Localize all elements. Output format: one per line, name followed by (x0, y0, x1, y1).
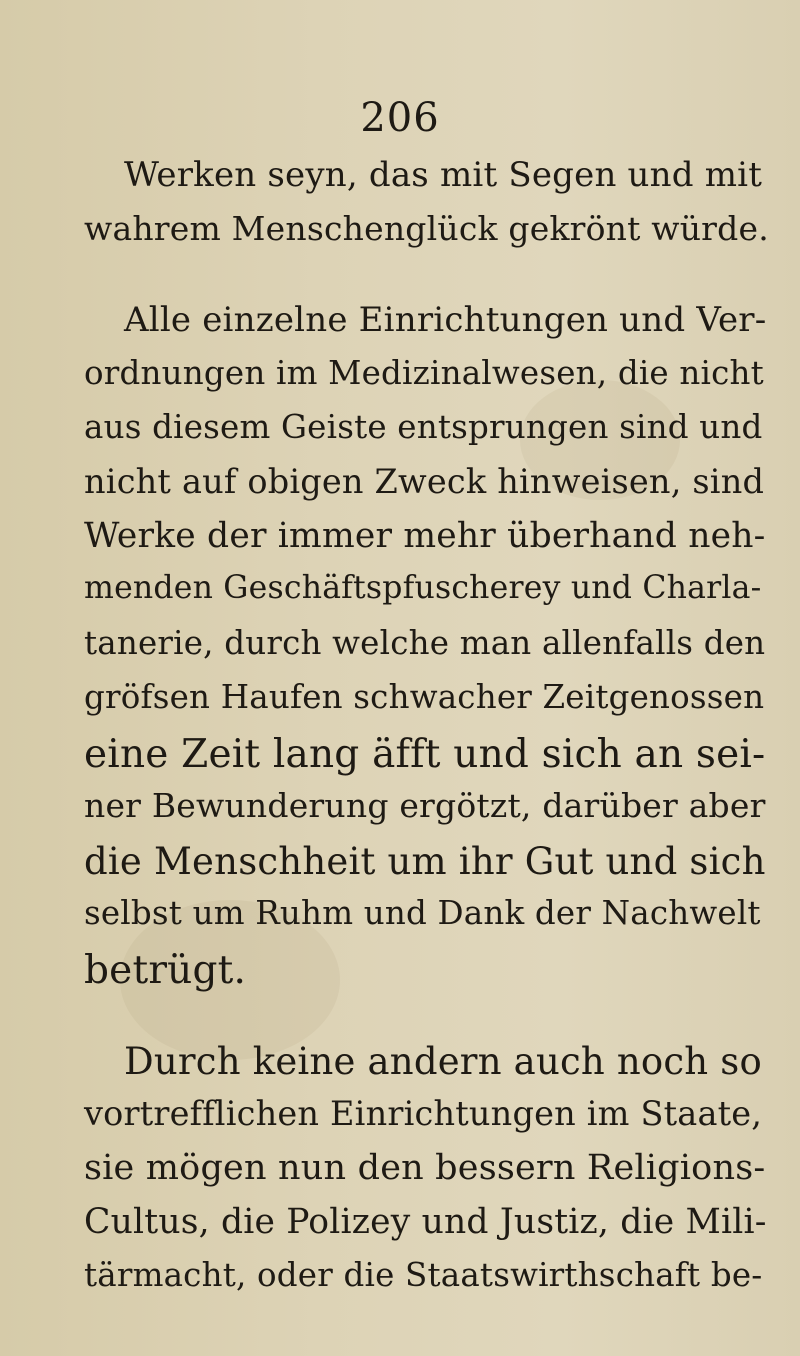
text-line: aus diesem Geiste entsprungen sind und (84, 408, 763, 446)
text-line: nicht auf obigen Zweck hinweisen, sind (84, 462, 765, 501)
text-line: wahrem Menschenglück gekrönt würde. (84, 209, 769, 248)
text-line: Werke der immer mehr überhand neh- (84, 516, 766, 556)
page-number: 206 (360, 95, 440, 141)
text-line: eine Zeit lang äfft und sich an sei- (84, 732, 766, 777)
text-line: gröfsen Haufen schwacher Zeitgenossen (84, 678, 765, 716)
text-line: tanerie, durch welche man allenfalls den (84, 624, 766, 662)
text-line: ordnungen im Medizinalwesen, die nicht (84, 354, 764, 392)
text-line: menden Geschäftspfuscherey und Charla- (84, 570, 762, 606)
text-line: Cultus, die Polizey und Justiz, die Mili- (84, 1202, 767, 1242)
text-line: Werken seyn, das mit Segen und mit (124, 155, 763, 195)
text-line: Durch keine andern auch noch so (124, 1040, 762, 1083)
text-line: betrügt. (84, 948, 247, 993)
text-line: tärmacht, oder die Staatswirthschaft be- (84, 1256, 763, 1294)
text-line: ner Bewunderung ergötzt, darüber aber (84, 786, 766, 825)
text-line: Alle einzelne Einrichtungen und Ver- (124, 300, 767, 340)
text-line: selbst um Ruhm und Dank der Nachwelt (84, 894, 761, 932)
text-line: vortrefflichen Einrichtungen im Staate, (84, 1094, 763, 1133)
text-line: sie mögen nun den bessern Religions- (84, 1148, 766, 1188)
text-line: die Menschheit um ihr Gut und sich (84, 840, 766, 883)
